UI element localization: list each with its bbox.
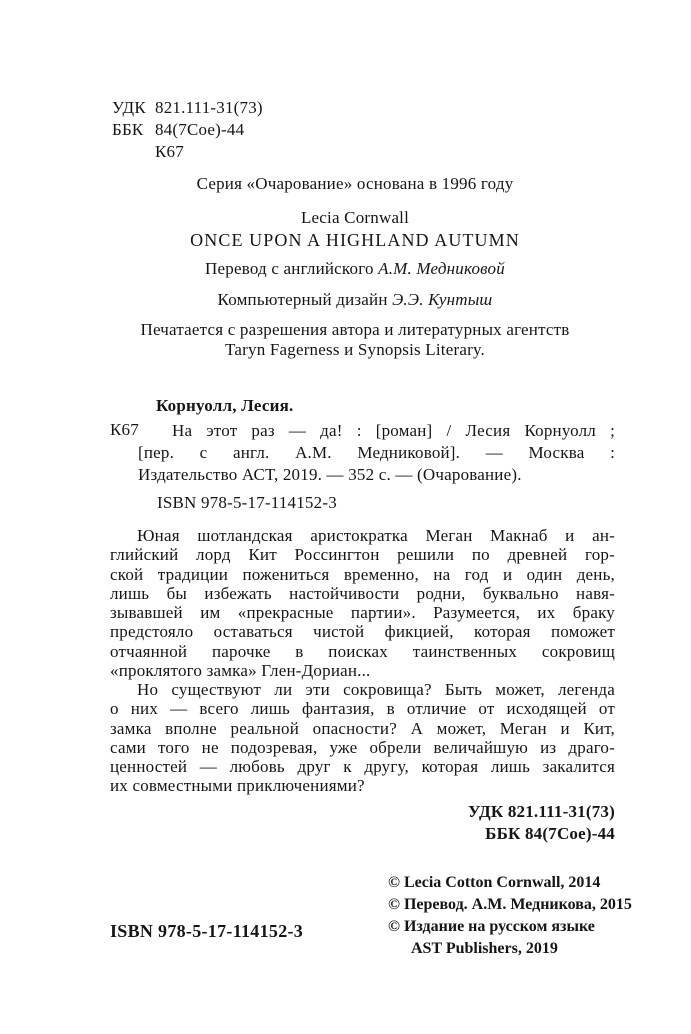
design-credit-prefix: Компьютерный дизайн: [217, 290, 393, 309]
permission-note: Печатается с разрешения автора и литературных агентств Taryn Fagerness и Synopsis Literary.: [140, 320, 570, 359]
author-code-line: [112, 141, 263, 163]
bottom-bibliographic-codes: [110, 801, 615, 845]
catalog-code: К67: [110, 420, 139, 439]
bbk-label: ББК: [112, 120, 144, 139]
isbn-bottom: ISBN 978-5-17-114152-3: [110, 921, 304, 941]
author-code: К67: [155, 142, 184, 161]
annotation-paragraph-1: Юная шотландская аристократка Меган Макнаб и ан- глийский лорд Кит Россингтон решили по древней гор- ской традиции пожениться временно, на год и один день, лишь бы избежать настойчивости родни, буквально навя- зывавшей им «прекрасные партии». Разумеется, их браку предстояло оставаться чистой фикцией, которая поможет отчаянной парочке в поисках таинственных сокровищ «проклятого замка» Глен-Дориан...: [110, 526, 615, 680]
annotation: [110, 526, 615, 796]
bottom-udk: УДК 821.111-31(73): [468, 802, 615, 821]
udk-value: 821.111-31(73): [155, 98, 263, 117]
original-title: ONCE UPON A HIGHLAND AUTUMN: [190, 230, 520, 250]
translation-credit: [110, 259, 600, 279]
catalog-entry: На этот раз — да! : [роман] / Лесия Корнуолл ; [пер. с англ. А.М. Медниковой]. — Москва : Издательство АСТ, 2019. — 352 с. — (Очарование).: [138, 421, 615, 485]
udk-label: УДК: [112, 98, 146, 117]
translation-credit-prefix: Перевод с английского: [205, 259, 379, 278]
original-author: Lecia Cornwall: [300, 208, 410, 227]
bibliographic-codes: [112, 97, 263, 163]
bbk-line: [112, 119, 263, 141]
bbk-value: 84(7Сое)-44: [155, 120, 245, 139]
isbn-catalog: ISBN 978-5-17-114152-3: [157, 493, 337, 512]
catalog-author-heading: Корнуолл, Лесия.: [156, 396, 294, 415]
udk-line: [112, 97, 263, 119]
annotation-paragraph-2: Но существуют ли эти сокровища? Быть может, легенда о них — всего лишь фантазия, в отличие от исходящей от замка вполне реальной опасности? А может, Меган и Кит, сами того не подозревая, уже обрели величайшую из драго- ценностей — любовь друг к другу, которая лишь закалится их совместными приключениями?: [110, 680, 615, 796]
design-credit: [110, 290, 600, 310]
bottom-bbk: ББК 84(7Сое)-44: [485, 824, 615, 843]
copyright-block: © Lecia Cotton Cornwall, 2014 © Перевод. А.М. Медникова, 2015 © Издание на русском языке AST Publishers, 2019: [388, 874, 632, 957]
translator-name: А.М. Медниковой: [378, 259, 505, 278]
designer-name: Э.Э. Кунтыш: [392, 290, 493, 309]
series-note: Серия «Очарование» основана в 1996 году: [196, 174, 514, 193]
